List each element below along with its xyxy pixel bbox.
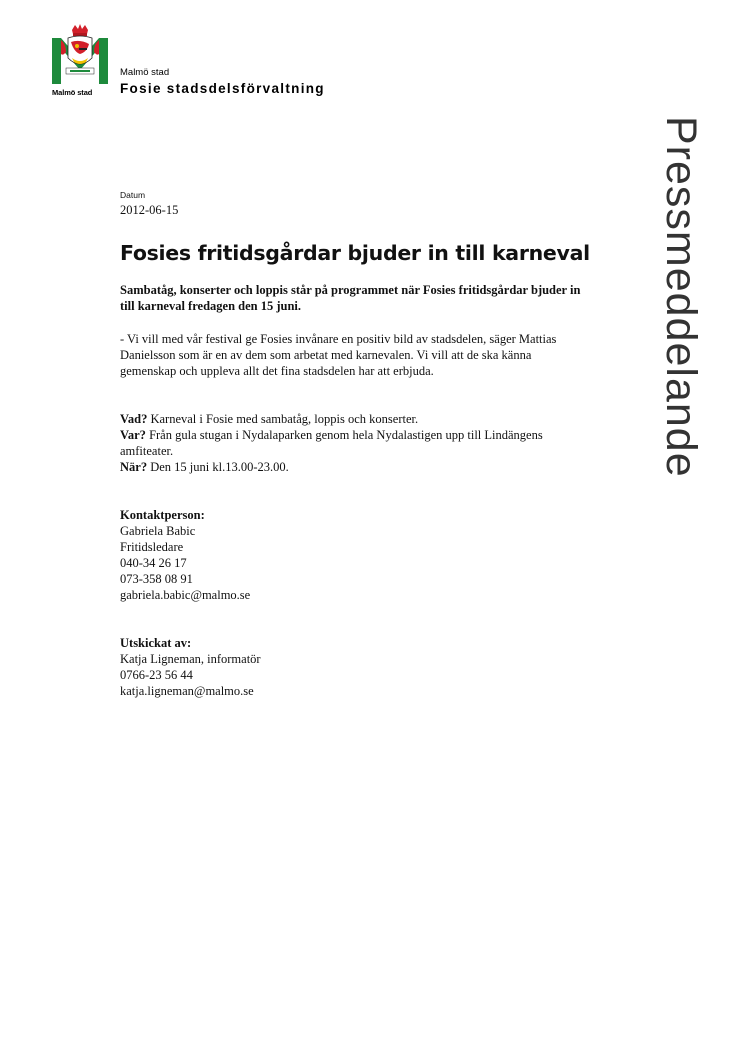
event-facts — [120, 411, 590, 475]
article-lead: Sambatåg, konserter och loppis står på programmet när Fosies fritidsgårdar bjuder in till karneval fredagen den 15 juni. — [120, 283, 581, 313]
sender-phone: 0766-23 56 44 — [120, 668, 193, 682]
malmo-stad-logo — [52, 24, 108, 98]
org-name-small: Malmö stad — [120, 67, 170, 78]
press-release-body — [120, 190, 590, 699]
date-label: Datum — [120, 190, 146, 200]
fact-when-value: Den 15 juni kl.13.00-23.00. — [147, 460, 289, 474]
contact-person — [120, 507, 590, 603]
sender-info — [120, 635, 590, 699]
article-title: Fosies fritidsgårdar bjuder in till karneval — [120, 241, 590, 265]
fact-what — [120, 411, 590, 427]
contact-phone-2: 073-358 08 91 — [120, 572, 193, 586]
fact-what-value: Karneval i Fosie med sambatåg, loppis och konserter. — [147, 412, 419, 426]
fact-where — [120, 427, 590, 459]
org-name-large: Fosie stadsdelsförvaltning — [120, 81, 325, 96]
sender-email[interactable]: katja.ligneman@malmo.se — [120, 684, 254, 698]
sender-heading: Utskickat av: — [120, 636, 192, 650]
fact-where-value: Från gula stugan i Nydalaparken genom hela Nydalastigen upp till Lindängens amfiteater. — [120, 428, 543, 458]
date-value: 2012-06-15 — [120, 203, 179, 217]
contact-role: Fritidsledare — [120, 540, 184, 554]
contact-name: Gabriela Babic — [120, 524, 196, 538]
fact-what-label: Vad? — [120, 412, 148, 426]
fact-when — [120, 459, 590, 475]
fact-when-label: När? — [120, 460, 148, 474]
sender-name: Katja Ligneman, informatör — [120, 652, 261, 666]
article-quote: - Vi vill med vår festival ge Fosies invånare en positiv bild av stadsdelen, säger Mattias Danielsson som är en av dem som arbetat med karnevalen. Vi vill att de ska känna gemenskap och uppleva allt det fina stadsdelen har att erbjuda. — [120, 332, 557, 378]
logo-caption: Malmö stad — [52, 88, 93, 97]
fact-where-label: Var? — [120, 428, 146, 442]
document-type-label: Pressmeddelande — [657, 116, 705, 478]
contact-email[interactable]: gabriela.babic@malmo.se — [120, 588, 251, 602]
contact-phone-1: 040-34 26 17 — [120, 556, 187, 570]
contact-heading: Kontaktperson: — [120, 508, 205, 522]
